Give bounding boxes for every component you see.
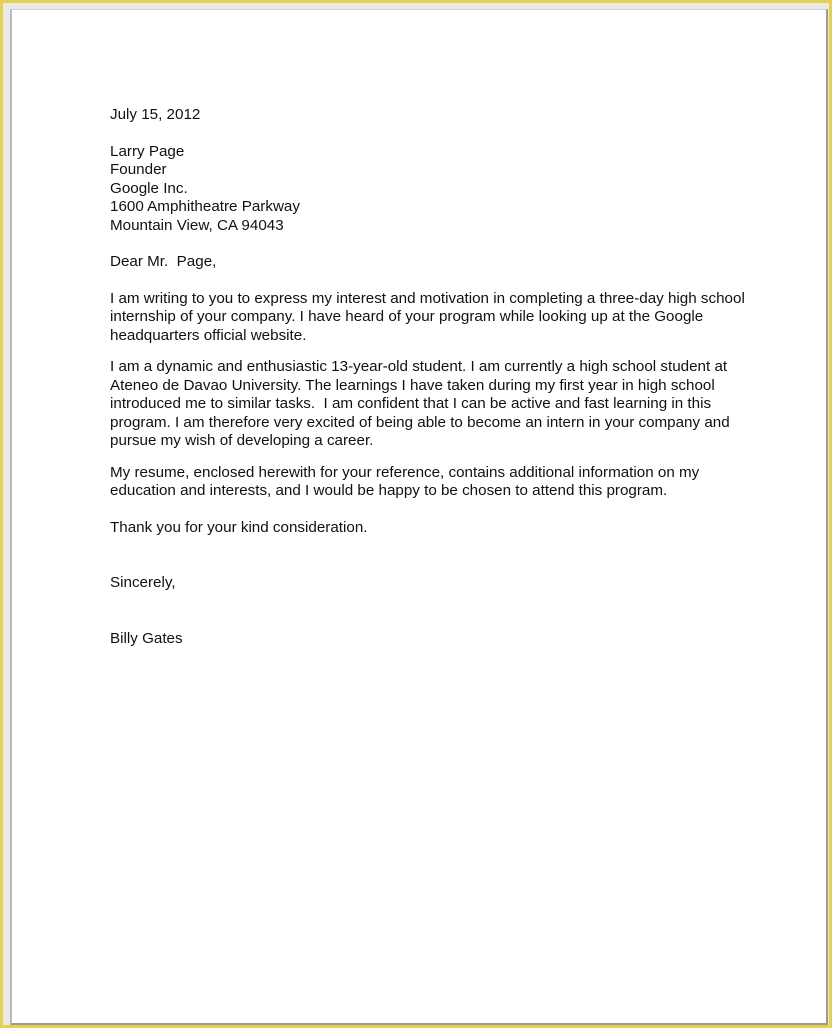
closing: Sincerely,: [110, 574, 176, 591]
recipient-title: Founder: [110, 161, 167, 178]
signature-name: Billy Gates: [110, 629, 183, 647]
recipient-city-line: Mountain View, CA 94043: [110, 216, 284, 234]
paragraph-intro: I am writing to you to express my interest and motivation in completing a three-day high school internship of your company. I have heard of your program while looking up at the Google headquarters official website.: [110, 289, 745, 344]
recipient-street: 1600 Amphitheatre Parkway: [110, 198, 300, 215]
salutation: Dear Mr. Page,: [110, 253, 217, 270]
letter-body: [110, 106, 750, 648]
recipient-company: Google Inc.: [110, 179, 188, 197]
document-page: [10, 9, 828, 1025]
paragraph-background: I am a dynamic and enthusiastic 13-year-old student. I am currently a high school student at Ateneo de Davao University. The learnings I have taken during my first year in high school introduced me to similar tasks. I am confident that I can be active and fast learning in this program. I am therefore very excited of being able to become an intern in your company and pursue my wish of developing a career.: [110, 358, 734, 449]
letter-date: July 15, 2012: [110, 106, 201, 123]
recipient-address: [110, 143, 750, 236]
thanks-line: Thank you for your kind consideration.: [110, 518, 368, 536]
recipient-name: Larry Page: [110, 142, 185, 160]
paragraph-resume: My resume, enclosed herewith for your reference, contains additional information on my education and interests, and I would be happy to be chosen to attend this program.: [110, 463, 700, 499]
